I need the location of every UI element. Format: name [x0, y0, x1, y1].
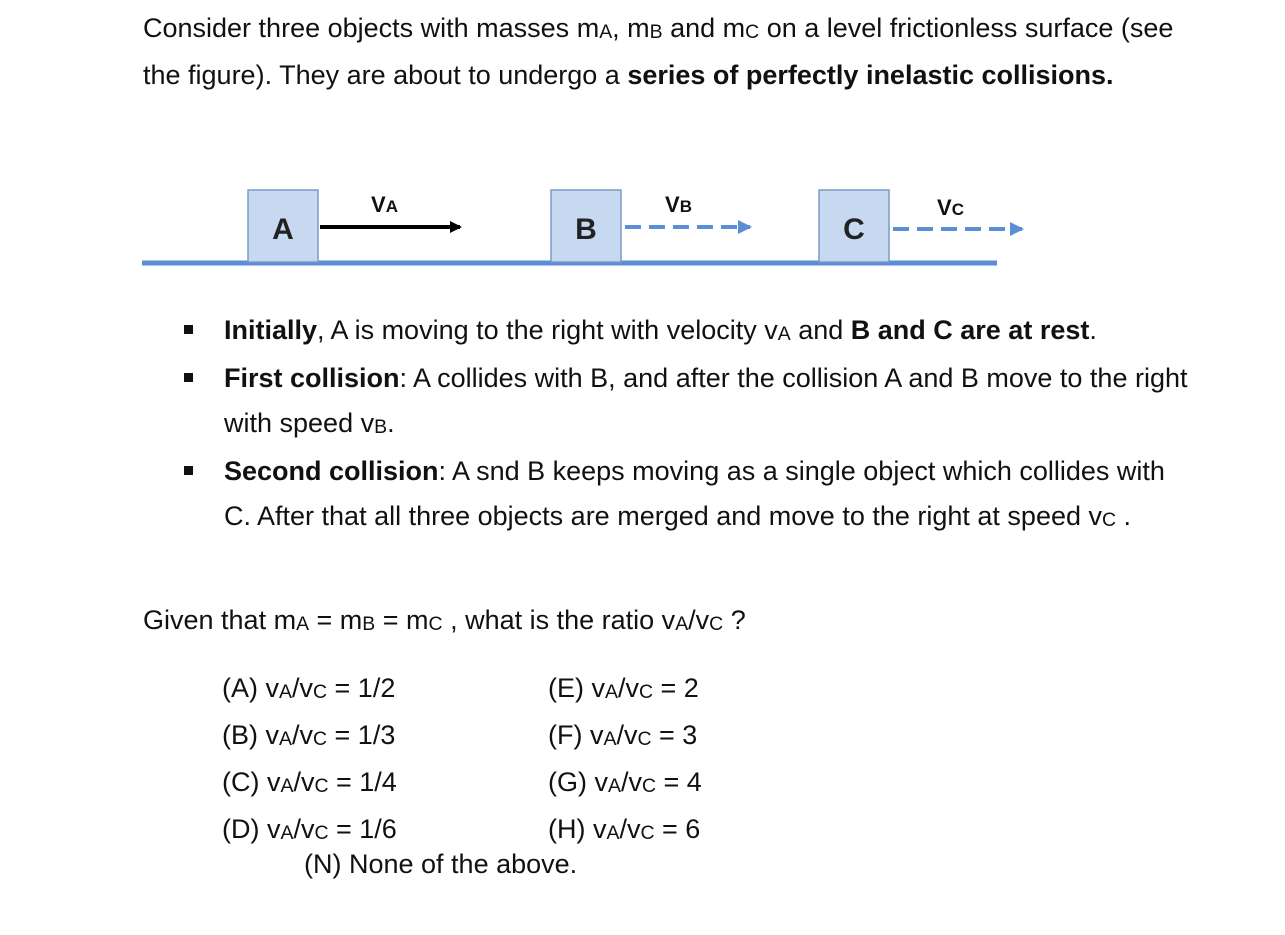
answer-choices-left: [222, 666, 397, 854]
block-c-label: C: [843, 213, 865, 246]
intro-text: Consider three objects with masses m: [143, 13, 600, 43]
answer-choice-n: (N) None of the above.: [304, 849, 578, 879]
collision-steps-list: [180, 308, 1190, 542]
answer-choice-d: (D) $v_A/v_C = 1/6$: [222, 814, 397, 844]
answer-choices-right: [548, 666, 702, 854]
block-a-label: A: [272, 213, 294, 246]
intro-bold-text: series of perfectly inelastic collisions.: [627, 60, 1114, 90]
question-text: Given that $m_A = m_B = m_C$ , what is the ratio $v_A/v_C$ ?: [143, 605, 746, 635]
intro-text: and m: [662, 13, 746, 43]
subscript-a: A: [599, 20, 613, 43]
bullet-square-icon: [184, 325, 193, 334]
figure-svg: [140, 185, 1040, 275]
answer-choice-g: (G) $v_A/v_C = 4$: [548, 767, 702, 797]
list-item: Second collision: A snd B keeps moving as a single object which collides with C. After that all three objects are merged and move to the right at speed $v_C$ .: [180, 449, 1190, 542]
velocity-label-b: VB: [665, 192, 692, 217]
answer-choice-c: (C) $v_A/v_C = 1/4$: [222, 767, 397, 797]
answer-choice-e: (E) $v_A/v_C = 2$: [548, 673, 699, 703]
answer-choice-h: (H) $v_A/v_C = 6$: [548, 814, 701, 844]
problem-intro: [143, 6, 1203, 97]
velocity-label-c: VC: [937, 195, 964, 220]
bullet-square-icon: [184, 466, 193, 475]
intro-text: , m: [612, 13, 650, 43]
velocity-label-a: VA: [371, 192, 398, 217]
list-item: First collision: A collides with B, and after the collision A and B move to the right with speed $v_B$.: [180, 356, 1190, 449]
collision-figure: [140, 185, 1040, 275]
intro-text: on a level frictionless surface (see the figure). They are about to undergo a: [143, 13, 1174, 90]
block-b-label: B: [575, 213, 597, 246]
subscript-c: C: [745, 20, 760, 43]
answer-choice-b: (B) $v_A/v_C = 1/3$: [222, 720, 396, 750]
subscript-b: B: [649, 20, 663, 43]
answer-choice-a: (A) $v_A/v_C = 1/2$: [222, 673, 396, 703]
bullet-square-icon: [184, 373, 193, 382]
list-item: Initially, A is moving to the right with velocity $v_A$ and B and C are at rest.: [180, 308, 1190, 356]
answer-choice-f: (F) $v_A/v_C = 3$: [548, 720, 698, 750]
